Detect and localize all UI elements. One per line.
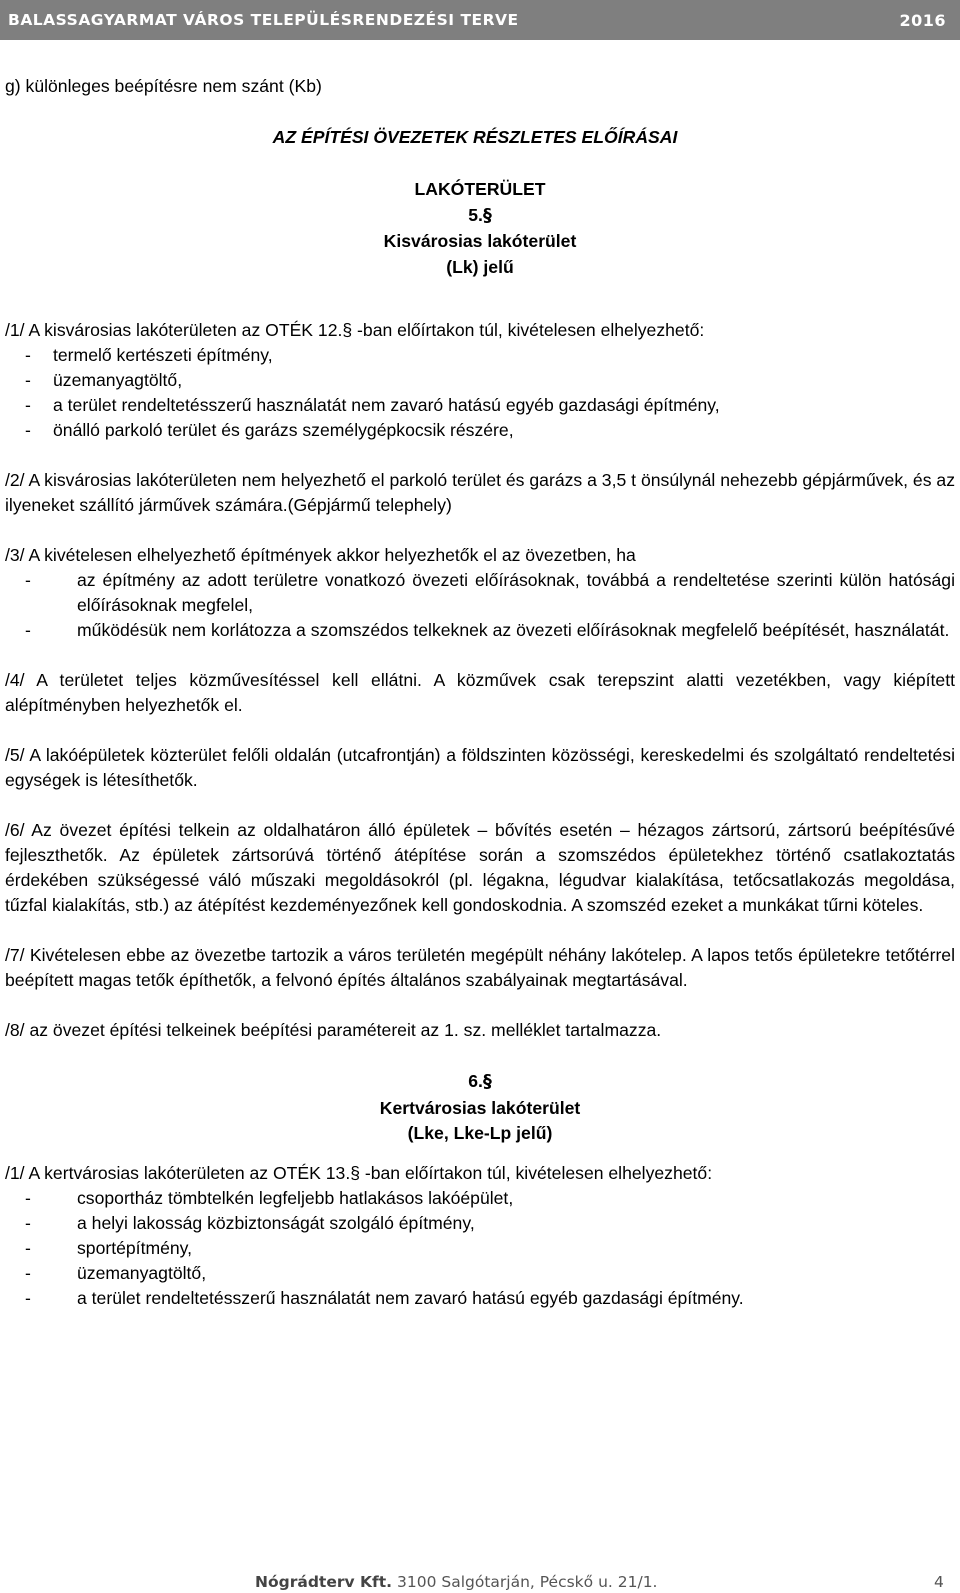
- lk-paragraph-3: /3/ A kivételesen elhelyezhető építmények akkor helyezhetők el az övezetben, ha: [5, 545, 636, 565]
- firm-name: Nógrádterv Kft.: [255, 1573, 393, 1591]
- lk-paragraph-4: /4/ A területet teljes közművesítéssel kell ellátni. A közművek csak terepszint alatti vezetékben, vagy kiépített alépítményben helyezhetők el.: [5, 670, 955, 715]
- list-item: - a terület rendeltetésszerű használatát nem zavaró hatású egyéb gazdasági építmény.: [5, 1286, 955, 1311]
- document-header: [0, 0, 960, 40]
- dash-marker: -: [25, 345, 31, 365]
- section-number: 6.§: [468, 1071, 492, 1092]
- header-title: BALASSAGYARMAT VÁROS TELEPÜLÉSRENDEZÉSI TERVE: [8, 11, 519, 29]
- page-number: 4: [934, 1573, 944, 1591]
- category-heading: LAKÓTERÜLET: [414, 179, 546, 199]
- lk-paragraph-8: /8/ az övezet építési telkeinek beépítési paramétereit az 1. sz. melléklet tartalmazza.: [5, 1020, 662, 1040]
- dash-marker: -: [25, 1262, 31, 1283]
- dash-marker: -: [25, 1237, 31, 1258]
- section-6-title: [5, 1069, 955, 1147]
- list-item: - sportépítmény,: [5, 1236, 955, 1261]
- footer-firm: [255, 1573, 657, 1591]
- list-item: - üzemanyagtöltő,: [5, 1261, 955, 1286]
- section-5-title: [5, 177, 955, 280]
- dash-marker: -: [25, 1187, 31, 1208]
- lk-paragraph-5: /5/ A lakóépületek közterület felőli oldalán (utcafrontján) a földszinten közösségi, kereskedelmi és szolgáltató rendeltetési egységek is létesíthetők.: [5, 745, 955, 790]
- lke-paragraph-1: /1/ A kertvárosias lakóterületen az OTÉK 13.§ -ban előírtakon túl, kivételesen elhelyezhető:: [5, 1162, 713, 1183]
- lk-paragraph-1-list: [5, 343, 955, 443]
- list-item: - csoportház tömbtelkén legfeljebb hatlakásos lakóépület,: [5, 1186, 955, 1211]
- header-year: 2016: [899, 10, 946, 30]
- dash-marker: -: [25, 420, 31, 440]
- list-item: - a helyi lakosság közbiztonságát szolgáló építmény,: [5, 1211, 955, 1236]
- lk-paragraph-3-list: [5, 568, 955, 643]
- zone-name: Kisvárosias lakóterület: [383, 231, 577, 251]
- list-item: - működésük nem korlátozza a szomszédos telkeknek az övezeti előírásoknak megfelelő beépítését, használatát.: [5, 618, 955, 643]
- document-footer: [0, 1569, 960, 1593]
- lke-paragraph-1-list: [5, 1186, 955, 1311]
- dash-marker: -: [25, 570, 31, 590]
- zone-code: (Lk) jelű: [446, 256, 514, 277]
- list-item: - a terület rendeltetésszerű használatát nem zavaró hatású egyéb gazdasági építmény,: [5, 393, 955, 418]
- lk-paragraph-7: /7/ Kivételesen ebbe az övezetbe tartozik a város területén megépült néhány lakótelep. A lapos tetős épületekre tetőtérrel beépített magas tetők építhetők, a felvonó építés általános szabályainak megtartásával.: [5, 945, 955, 990]
- section-number: 5.§: [468, 204, 492, 226]
- document-body: [5, 74, 955, 1311]
- list-item: - önálló parkoló terület és garázs személygépkocsik részére,: [5, 418, 955, 443]
- list-item: - termelő kertészeti építmény,: [5, 343, 955, 368]
- dash-marker: -: [25, 620, 31, 640]
- lk-paragraph-1: /1/ A kisvárosias lakóterületen az OTÉK 12.§ -ban előírtakon túl, kivételesen elhelyezhető:: [5, 320, 705, 340]
- list-item: - az építmény az adott területre vonatkozó övezeti előírásoknak, továbbá a rendeltetése szerinti külön hatósági előírásoknak megfelel,: [25, 570, 955, 615]
- lk-paragraph-2: /2/ A kisvárosias lakóterületen nem helyezhető el parkoló terület és garázs a 3,5 t önsúlynál nehezebb gépjárművek, és az ilyeneket szállító járművek számára.(Gépjármű telephely): [5, 470, 955, 515]
- dash-marker: -: [25, 370, 31, 390]
- section-sign-icon: §: [482, 205, 492, 226]
- list-item: - üzemanyagtöltő,: [5, 368, 955, 393]
- zone-name: Kertvárosias lakóterület: [379, 1097, 581, 1118]
- dash-marker: -: [25, 1287, 31, 1308]
- kb-line: g) különleges beépítésre nem szánt (Kb): [5, 76, 322, 96]
- dash-marker: -: [25, 1212, 31, 1233]
- firm-address: 3100 Salgótarján, Pécskő u. 21/1.: [396, 1573, 658, 1591]
- lk-paragraph-6: /6/ Az övezet építési telkein az oldalhatáron álló épületek – bővítés esetén – hézagos zártsorú, zártsorú beépítésűvé fejleszthetők. Az épületek zártsorúvá történő átépítése során a szomszédos épületekhez történő csatlakoztatás érdekében szükségessé váló műszaki megoldásokról (pl. légakna, légudvar kialakítása, tetőcsatlakozás megoldása, tűzfal kialakítás, stb.) az átépítést kezdeményezőnek kell gondoskodnia. A szomszéd ezeket a munkákat tűrni köteles.: [5, 820, 955, 915]
- zone-code: (Lke, Lke-Lp jelű): [407, 1123, 553, 1143]
- main-heading: AZ ÉPÍTÉSI ÖVEZETEK RÉSZLETES ELŐÍRÁSAI: [272, 127, 678, 147]
- dash-marker: -: [25, 395, 31, 415]
- section-sign-icon: §: [482, 1072, 492, 1092]
